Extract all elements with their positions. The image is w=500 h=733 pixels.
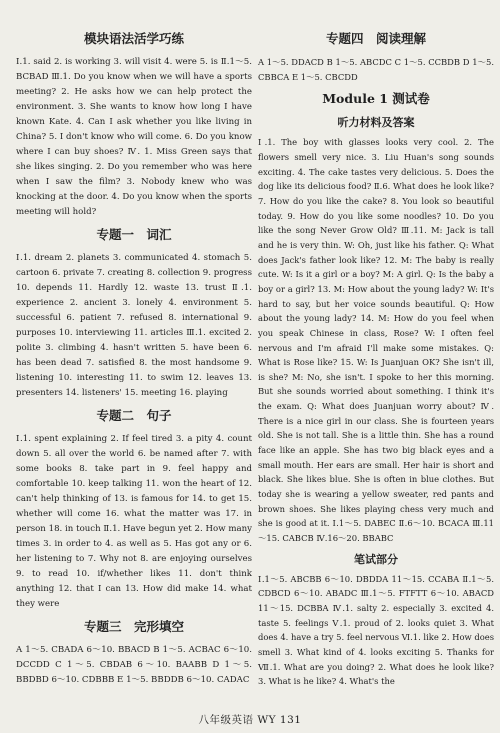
written-subheading: 笔试部分 <box>354 552 398 566</box>
written-answers: Ⅰ.1～5. ABCBB 6～10. DBDDA 11～15. CCABA Ⅱ.1～5. CDBCD 6～10. ABADC Ⅲ.1～5. FTFTT 6～10. ABACD 11～15. DCBBA Ⅳ.1. salty 2. especially 3. excited 4. taste 5. feelings Ⅴ.1. proud of 2. looks quiet 3. What does 4. have a try 5. feel nervous Ⅵ.1. like 2. How does smell 3. What kind of 4. looks exciting 5. Thanks for Ⅶ.1. What are you doing? 2. What does he look like? 3. What is he like? 4. What's the <box>258 573 494 687</box>
reading-answers: A 1～5. DDACD B 1～5. ABCDC C 1～5. CCBDB D 1～5. CBBCA E 1～5. CBCDD <box>258 57 494 82</box>
cloze-answers: A 1～5. CBADA 6～10. BBACD B 1～5. ACBAC 6～10. DCCDD C 1～5. CBDAB 6～10. BAABB D 1～5. BBDBD 6～10. CDBBB E 1～5. BBDDB 6～10. CADAC <box>16 645 252 685</box>
listening-subheading: 听力材料及答案 <box>337 116 415 130</box>
right-column <box>258 30 494 695</box>
reading-heading: 专题四 阅读理解 <box>325 31 426 46</box>
vocabulary-answers: Ⅰ.1. dream 2. planets 3. communicated 4. stomach 5. cartoon 6. private 7. creating 8. collection 9. progress 10. depends 11. Hardly 12. waste 13. trust Ⅱ.1. experience 2. ancient 3. lonely 4. environment 5. successful 6. patient 7. refused 8. international 9. purposes 10. interviewing 11. articles Ⅲ.1. excited 2. polite 3. climbing 4. hasn't written 5. have been 6. has been dead 7. satisfied 8. the most handsome 9. listening 10. interesting 11. to swim 12. leaves 13. presenters 14. listeners' 15. meeting 16. playing <box>16 253 252 398</box>
vocabulary-heading: 专题一 词汇 <box>96 227 172 242</box>
sentences-answers: Ⅰ.1. spent explaining 2. If feel tired 3. a pity 4. count down 5. all over the world 6. be named after 7. with some books 8. take part in 9. feel happy and comfortable 10. keep talking 11. won the heart of 12. can't help thinking of 13. is famous for 14. to get 15. whether will come 16. what the matter was 17. in person 18. in touch Ⅱ.1. Have begun yet 2. How many times 3. in order to 4. as well as 5. Has got any or 6. her listening to 7. Why not 8. are enjoying ourselves 9. to read 10. if/whether likes 11. don't think anything 12. that I can 13. How did make 14. what they were <box>16 434 252 609</box>
grammar-practice-heading: 模块语法活学巧练 <box>83 31 184 46</box>
left-column <box>16 30 252 694</box>
listening-answers: Ⅰ.1. The boy with glasses looks very cool. 2. The flowers smell very nice. 3. Liu Huan's song sounds exciting. 4. The cake tastes very delicious. 5. Does the dog like its delicious food? Ⅱ.6. What does he look like? 7. How do you like the cake? 8. You look so beautiful today. 9. How do you like some noodles? 10. Do you like the song Never Grow Old? Ⅲ.11. M: Jack is tall and he is very thin. W: Oh, just like his father. Q: What does Jack's father look like? 12. M: The baby is really cute. W: Is it a girl or a boy? M: A girl. Q: Is the baby a boy or a girl? 13. M: How about the young lady? W: It's hard to say, but her voice sounds beautiful. Q: How about the young lady? 14. M: How do you feel when you speak Chinese in class, Rose? W: I often feel nervous and I'm afraid I'll make some mistakes. Q: What is Rose like? 15. W: Is Juanjuan OK? She isn't ill, is she? M: No, she isn't. I spoke to her this morning. But she sounds worried about something. I think it's the exam. Q: What does Juanjuan worry about? Ⅳ. There is a nice girl in our class. She is fourteen years old. She is not tall. She is a little thin. She has a round face like an apple. She has two big black eyes and a small mouth. Her ears are small. Her hair is short and black. She likes blue. She is often in blue clothes. But today she is wearing a yellow sweater, red pants and brown shoes. She likes playing chess very much and she is good at it. Ⅰ.1～5. DABEC Ⅱ.6～10. BCACA Ⅲ.11～15. CABCB Ⅳ.16～20. BBABC <box>258 137 494 544</box>
grammar-practice-answers: Ⅰ.1. said 2. is working 3. will visit 4. were 5. is Ⅱ.1～5. BCBAD Ⅲ.1. Do you know when we will have a sports meeting? 2. He asks how we can help protect the environment. 3. She wants to know how long I have known Kate. 4. Can I ask whether you like living in China? 5. I don't know who will come. 6. Do you know where I can buy shoes? Ⅳ. 1. Miss Green says that she likes singing. 2. Do you remember who was here when I saw the film? 3. Nobody knew who was knocking at the door. 4. Do you know when the sports meeting will hold? <box>16 57 252 217</box>
cloze-heading: 专题三 完形填空 <box>83 619 184 634</box>
sentences-heading: 专题二 句子 <box>96 408 172 423</box>
module-test-heading: Module 1 测试卷 <box>322 91 430 107</box>
page-footer: 八年级英语 WY 131 <box>198 714 302 726</box>
